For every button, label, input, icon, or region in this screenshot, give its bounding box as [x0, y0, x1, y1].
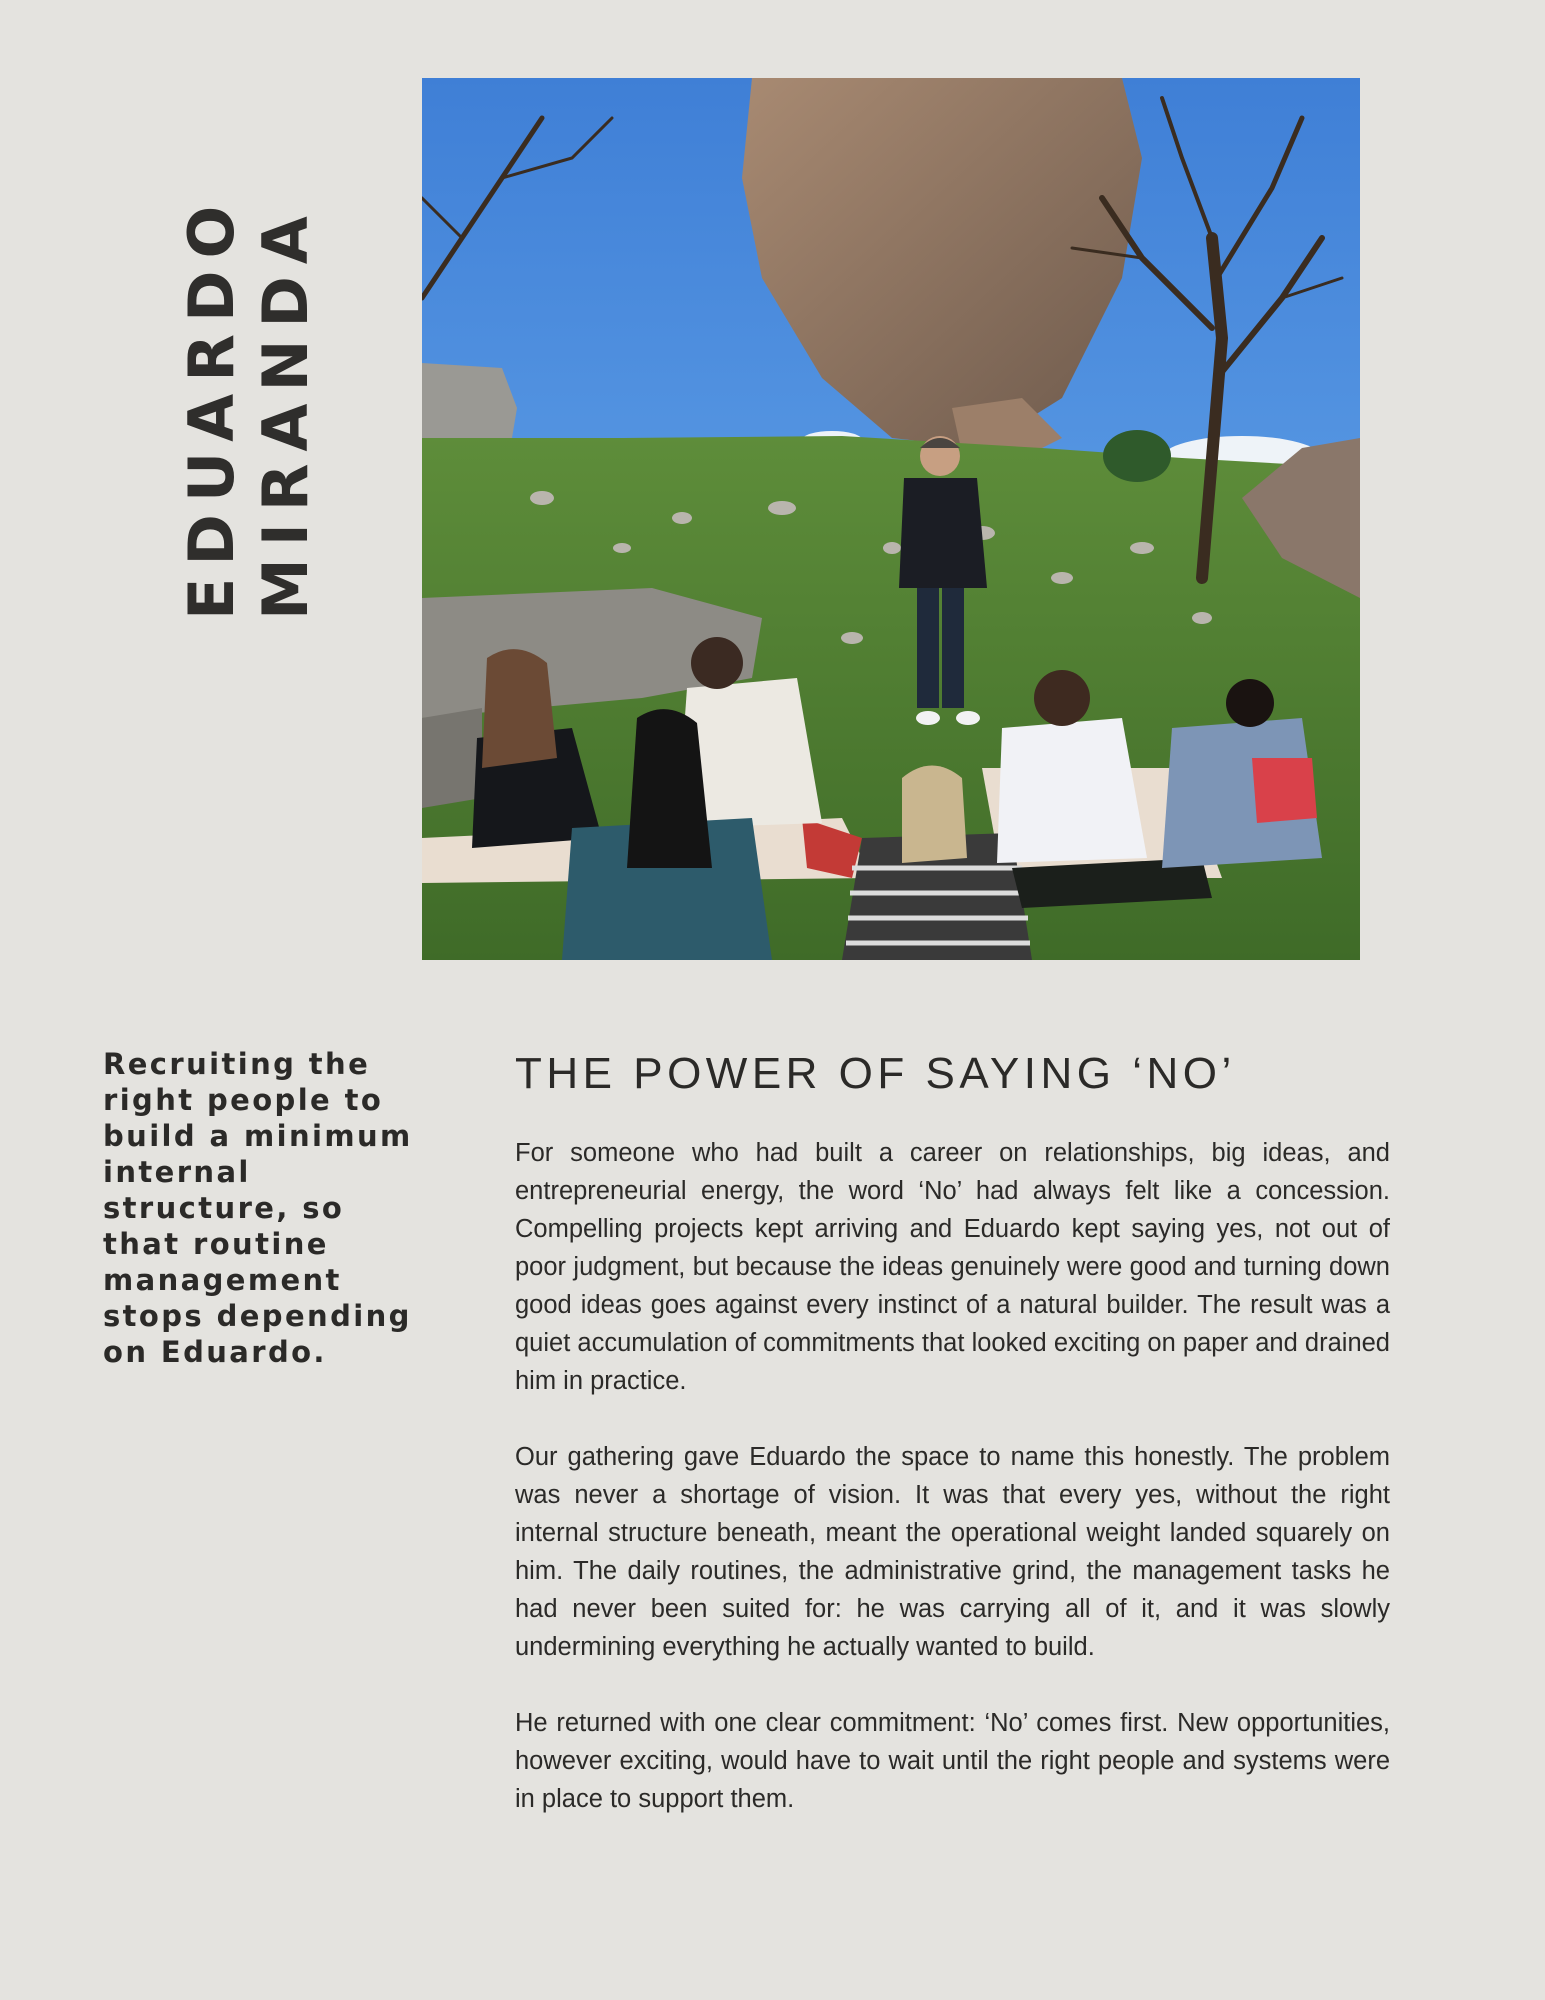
photo-group-outdoors-icon: [422, 78, 1360, 960]
article-title: THE POWER OF SAYING ‘NO’: [515, 1049, 1236, 1098]
article-paragraph: For someone who had built a career on relationships, big ideas, and entrepreneurial energy, the word ‘No’ had always felt like a concession. Compelling projects kept arriving and Eduardo kept saying yes, not out of poor judgment, but because the ideas genuinely were good and turning down good ideas goes against every instinct of a natural builder. The result was a quiet accumulation of commitments that looked exciting on paper and drained him in practice.: [515, 1139, 1390, 1395]
name-last: MIRANDA: [249, 204, 322, 620]
vertical-name: [175, 190, 325, 620]
feature-photo: [422, 78, 1360, 960]
pull-quote: Recruiting the right people to build a minimum internal structure, so that routine management stops depending on Eduardo.: [103, 1047, 413, 1369]
article: [515, 1048, 1390, 1856]
article-paragraph: Our gathering gave Eduardo the space to name this honestly. The problem was never a shortage of vision. It was that every yes, without the right internal structure beneath, meant the operational weight landed squarely on him. The daily routines, the administrative grind, the management tasks he had never been suited for: he was carrying all of it, and it was slowly undermining everything he actually wanted to build.: [515, 1443, 1390, 1661]
name-first: EDUARDO: [175, 193, 248, 620]
article-paragraph: He returned with one clear commitment: ‘No’ comes first. New opportunities, however exciting, would have to wait until the right people and systems were in place to support them.: [515, 1709, 1390, 1813]
